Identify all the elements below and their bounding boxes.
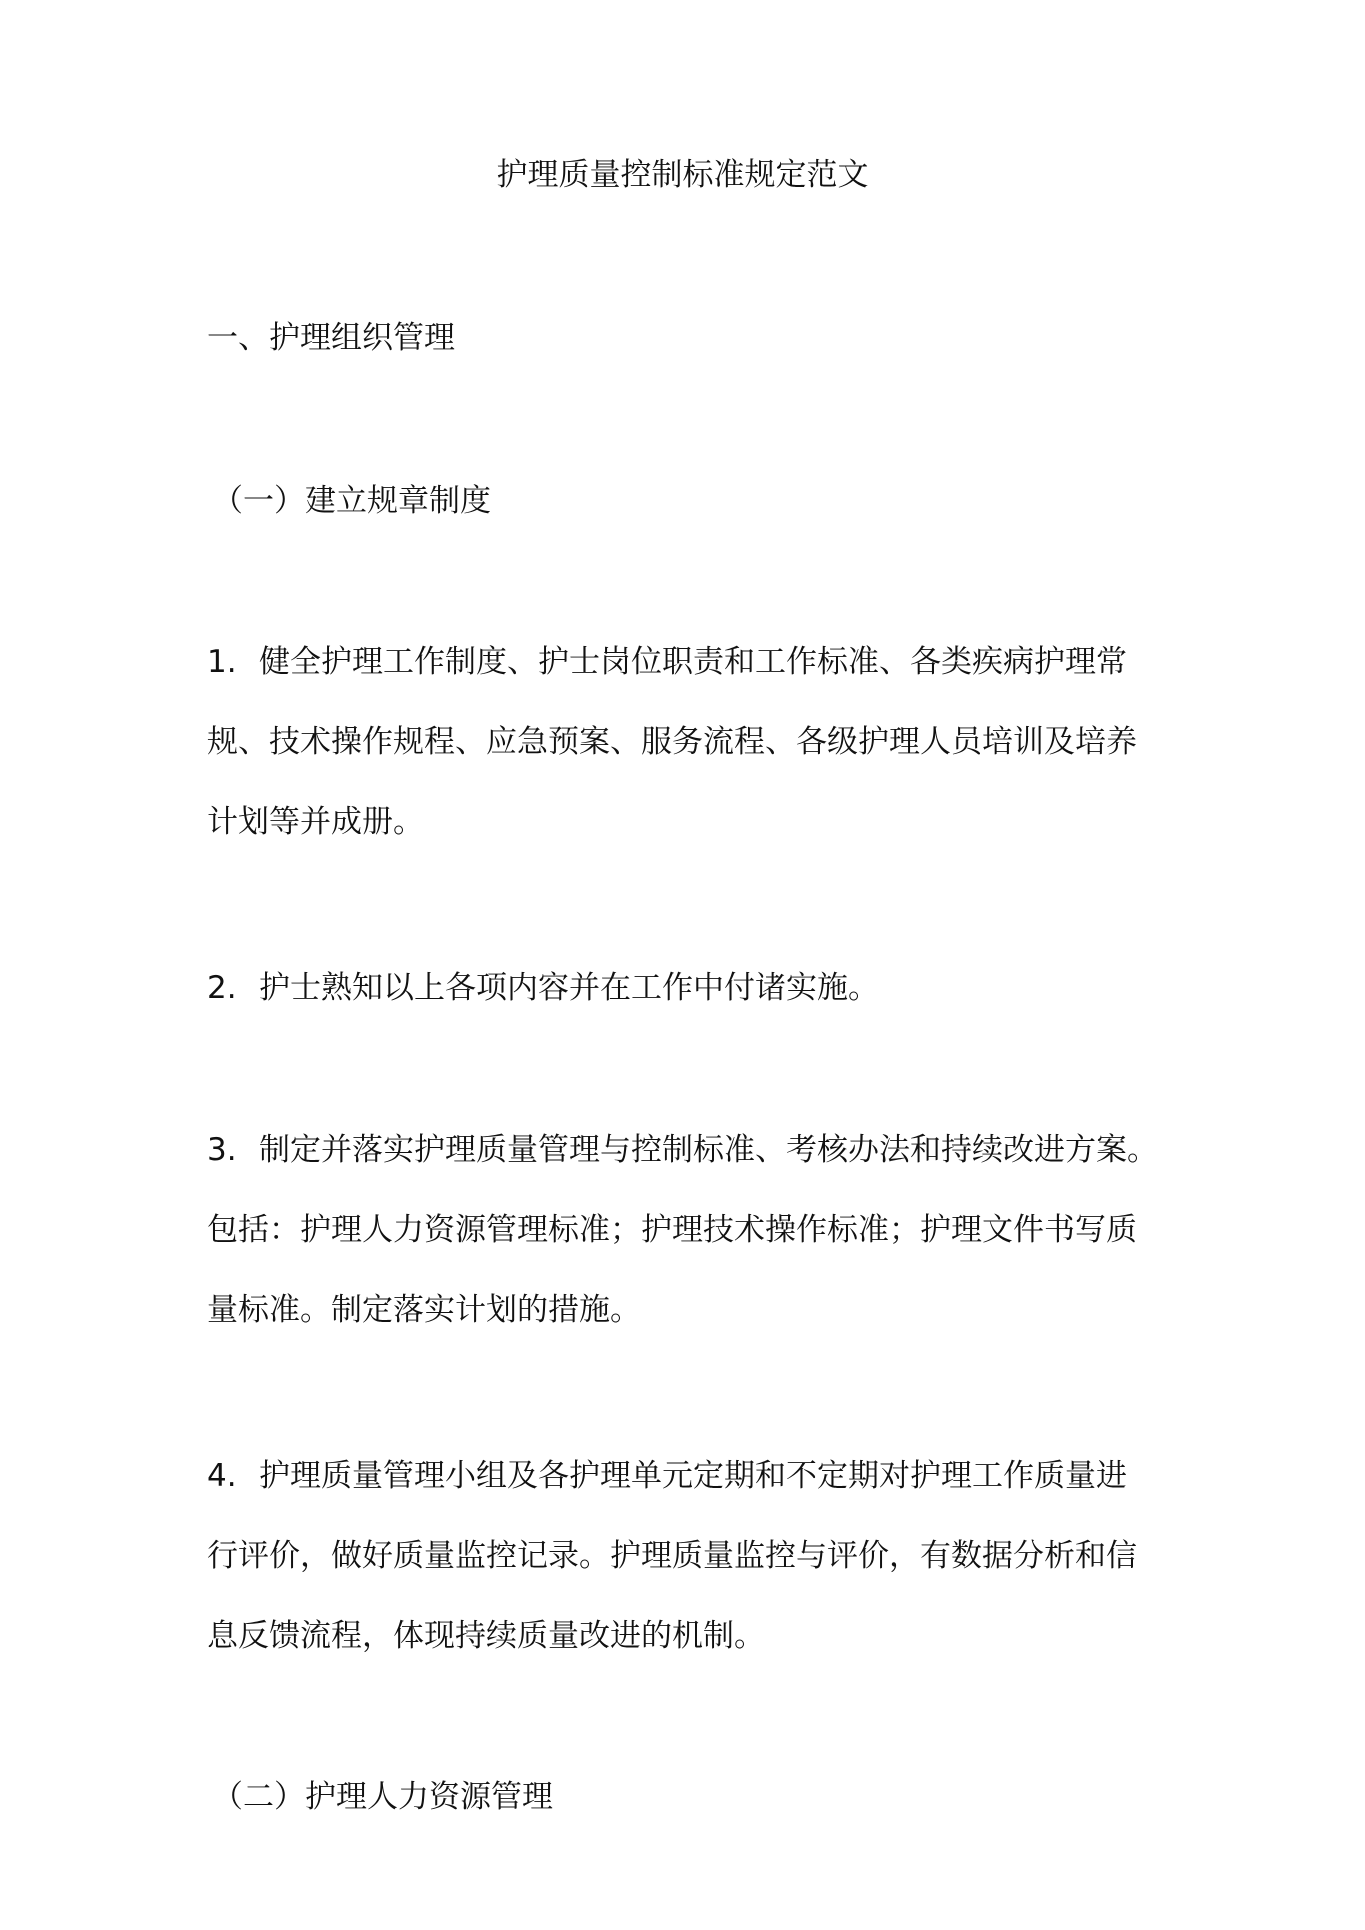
list-item-text: 健全护理工作制度、护士岗位职责和工作标准、各类疾病护理常 [259, 644, 1127, 680]
list-item-2 [207, 948, 1177, 1028]
subsection-heading-2: （二）护理人力资源管理 [212, 1779, 553, 1815]
document-title: 护理质量控制标准规定范文 [496, 157, 869, 193]
subsection-heading-1: （一）建立规章制度 [212, 483, 491, 519]
list-item-number: 3. [207, 1132, 237, 1168]
section-heading-1: 一、护理组织管理 [207, 320, 455, 356]
list-item-4-line-3: 息反馈流程，体现持续质量改进的机制。 [207, 1618, 765, 1654]
list-item-1 [207, 622, 1177, 862]
list-item-number: 2. [207, 970, 237, 1006]
list-item-text: 护士熟知以上各项内容并在工作中付诸实施。 [259, 970, 879, 1006]
list-item-number: 1. [207, 644, 237, 680]
list-item-4 [207, 1436, 1177, 1676]
list-item-number: 4. [207, 1458, 237, 1494]
list-item-text: 制定并落实护理质量管理与控制标准、考核办法和持续改进方案。 [259, 1132, 1158, 1168]
list-item-4-line-1 [207, 1436, 1177, 1516]
list-item-1-line-1 [207, 622, 1177, 702]
list-item-1-line-2: 规、技术操作规程、应急预案、服务流程、各级护理人员培训及培养 [207, 724, 1137, 760]
list-item-4-line-2: 行评价，做好质量监控记录。护理质量监控与评价，有数据分析和信 [207, 1538, 1137, 1574]
list-item-1-line-3: 计划等并成册。 [207, 804, 424, 840]
list-item-3-line-1 [207, 1110, 1177, 1190]
list-item-3-line-2: 包括：护理人力资源管理标准；护理技术操作标准；护理文件书写质 [207, 1212, 1137, 1248]
list-item-3 [207, 1110, 1177, 1350]
list-item-text: 护理质量管理小组及各护理单元定期和不定期对护理工作质量进 [259, 1458, 1127, 1494]
list-item-3-line-3: 量标准。制定落实计划的措施。 [207, 1292, 641, 1328]
list-item-2-line-1 [207, 948, 1177, 1028]
